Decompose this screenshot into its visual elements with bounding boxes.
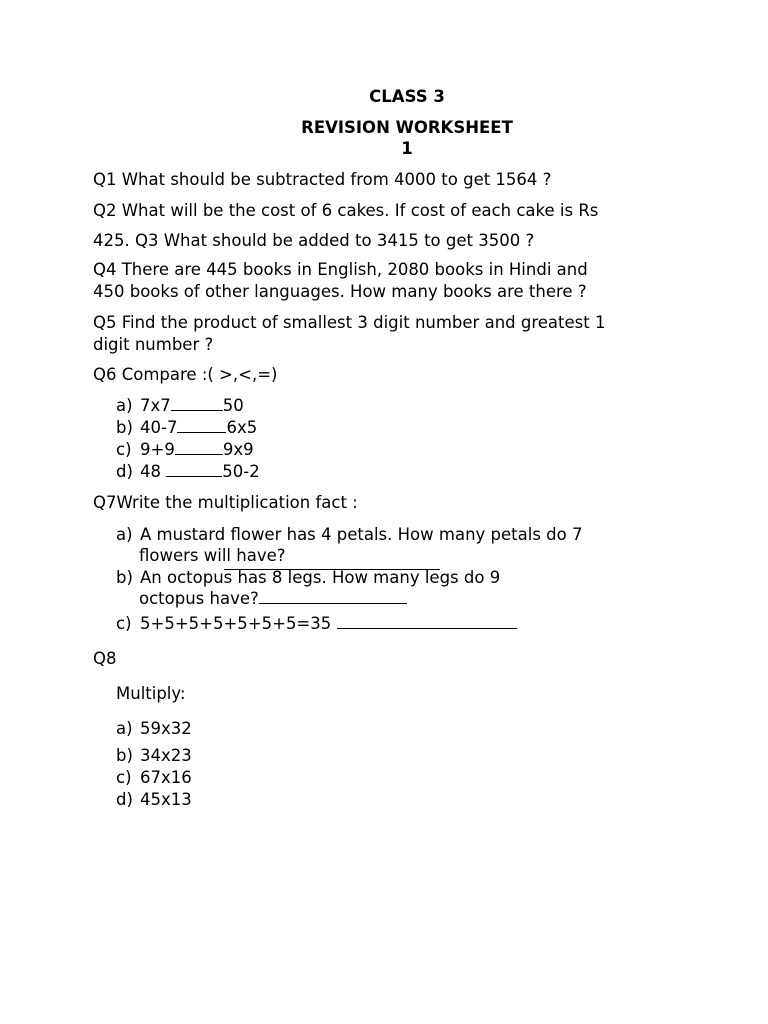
answer-blank[interactable]	[175, 439, 223, 455]
item-label: c)	[116, 440, 132, 459]
compare-item-c	[116, 439, 254, 461]
fact-text: octopus have?	[139, 589, 259, 608]
fact-item-b-line-1	[116, 567, 500, 589]
compare-right: 6x5	[226, 418, 258, 437]
compare-right: 9x9	[222, 440, 254, 459]
compare-item-d	[116, 461, 260, 483]
multiply-item-b	[116, 745, 192, 767]
question-2-line-2: 425. Q3 What should be added to 3415 to get 3500 ?	[93, 231, 535, 250]
fact-text: An octopus has 8 legs. How many legs do 9	[140, 568, 501, 587]
question-2-line-1: Q2 What will be the cost of 6 cakes. If cost of each cake is Rs	[93, 201, 599, 220]
compare-left: 40-7	[140, 418, 178, 437]
compare-item-a	[116, 395, 244, 417]
question-4-line-1: Q4 There are 445 books in English, 2080 books in Hindi and	[93, 260, 588, 279]
answer-blank[interactable]	[171, 395, 223, 411]
question-4-line-2: 450 books of other languages. How many books are there ?	[93, 282, 587, 301]
fact-text: 5+5+5+5+5+5+5=35	[140, 614, 332, 633]
question-5-line-2: digit number ?	[93, 335, 214, 354]
item-label: b)	[116, 418, 133, 437]
compare-left: 48	[140, 462, 161, 481]
multiply-text: 45x13	[140, 790, 192, 809]
fact-item-a-line-1	[116, 524, 582, 546]
multiply-text: 67x16	[140, 768, 192, 787]
answer-blank[interactable]	[337, 613, 517, 629]
item-label: c)	[116, 768, 132, 787]
class-title: CLASS 3	[369, 87, 445, 106]
answer-blank[interactable]	[259, 588, 407, 604]
worksheet-title: REVISION WORKSHEET	[301, 118, 513, 137]
item-label: a)	[116, 719, 133, 738]
fact-text: A mustard flower has 4 petals. How many petals do 7	[140, 525, 583, 544]
compare-item-b	[116, 417, 257, 439]
item-label: b)	[116, 746, 133, 765]
compare-right: 50-2	[222, 462, 260, 481]
multiply-item-d	[116, 789, 192, 811]
question-5-line-1: Q5 Find the product of smallest 3 digit number and greatest 1	[93, 313, 606, 332]
multiply-instruction: Multiply:	[116, 684, 186, 703]
item-label: a)	[116, 396, 133, 415]
question-1: Q1 What should be subtracted from 4000 to get 1564 ?	[93, 170, 552, 189]
compare-left: 9+9	[140, 440, 175, 459]
fact-item-c	[116, 613, 517, 635]
question-7-prompt: Q7Write the multiplication fact :	[93, 493, 358, 512]
multiply-text: 34x23	[140, 746, 192, 765]
question-8-prompt: Q8	[93, 649, 117, 668]
compare-right: 50	[222, 396, 244, 415]
multiply-item-c	[116, 767, 192, 789]
answer-blank[interactable]	[166, 461, 222, 477]
fact-item-b-line-2	[139, 588, 407, 610]
item-label: a)	[116, 525, 133, 544]
answer-blank[interactable]	[177, 417, 226, 433]
multiply-text: 59x32	[140, 719, 192, 738]
item-label: d)	[116, 790, 133, 809]
item-label: c)	[116, 614, 132, 633]
fact-item-a-line-2: flowers will have?	[139, 546, 286, 565]
compare-left: 7x7	[140, 396, 171, 415]
worksheet-number: 1	[401, 139, 413, 158]
item-label: b)	[116, 568, 133, 587]
item-label: d)	[116, 462, 133, 481]
multiply-item-a	[116, 718, 192, 740]
question-6-prompt: Q6 Compare :( >,<,=)	[93, 365, 278, 384]
